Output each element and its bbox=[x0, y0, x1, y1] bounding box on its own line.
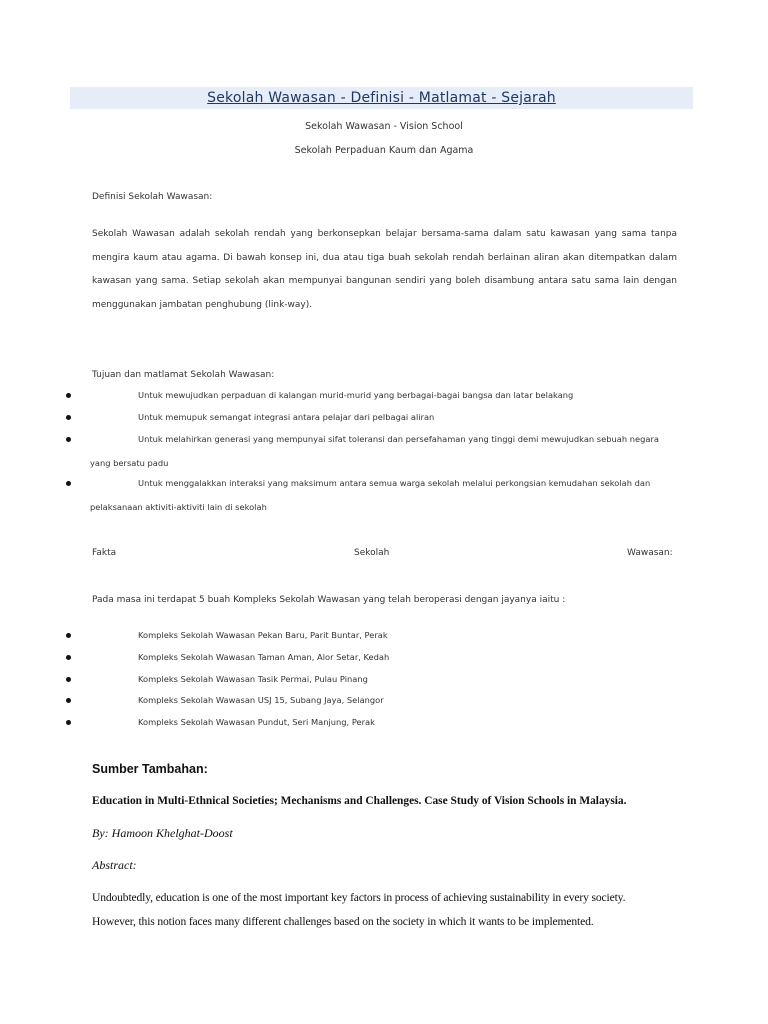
definisi-line: kawasan yang sama. Setiap sekolah akan mempunyai bangunan sendiri yang boleh disambung antara satu sama lain dengan bbox=[92, 276, 677, 286]
bullet-icon bbox=[66, 415, 71, 420]
subtitle-vision-school: Sekolah Wawasan - Vision School bbox=[305, 121, 463, 132]
bullet-icon bbox=[66, 677, 71, 682]
tujuan-item-cont: pelaksanaan aktiviti-aktiviti lain di sekolah bbox=[90, 502, 267, 512]
kompleks-item: Kompleks Sekolah Wawasan Tasik Permai, Pulau Pinang bbox=[138, 674, 368, 684]
paper-title: Education in Multi-Ethnical Societies; Mechanisms and Challenges. Case Study of Vision Schools in Malaysia. bbox=[92, 795, 627, 807]
abstract-line: However, this notion faces many different challenges based on the society in which it wants to be implemented. bbox=[92, 915, 594, 928]
bullet-icon bbox=[66, 393, 71, 398]
bullet-icon bbox=[66, 655, 71, 660]
tujuan-item-cont: yang bersatu padu bbox=[90, 458, 169, 468]
kompleks-item: Kompleks Sekolah Wawasan USJ 15, Subang Jaya, Selangor bbox=[138, 695, 384, 705]
kompleks-item: Kompleks Sekolah Wawasan Taman Aman, Alor Setar, Kedah bbox=[138, 652, 390, 662]
bullet-icon bbox=[66, 437, 71, 442]
bullet-icon bbox=[66, 698, 71, 703]
abstract-label: Abstract: bbox=[92, 858, 137, 872]
bullet-icon bbox=[66, 481, 71, 486]
definisi-line: Sekolah Wawasan adalah sekolah rendah yang berkonsepkan belajar bersama-sama dalam satu kawasan yang sama tanpa bbox=[92, 229, 677, 239]
tujuan-item: Untuk memupuk semangat integrasi antara pelajar dari pelbagai aliran bbox=[138, 412, 435, 422]
page-title-link[interactable]: Sekolah Wawasan - Definisi - Matlamat - Sejarah bbox=[207, 90, 556, 106]
tujuan-item: Untuk menggalakkan interaksi yang maksimum antara semua warga sekolah melalui perkongsian kemudahan sekolah dan bbox=[138, 478, 651, 488]
definisi-line: mengira kaum atau agama. Di bawah konsep ini, dua atau tiga buah sekolah rendah berlainan aliran akan ditempatkan dalam bbox=[92, 252, 677, 263]
sumber-heading: Sumber Tambahan: bbox=[92, 762, 208, 776]
tujuan-heading: Tujuan dan matlamat Sekolah Wawasan: bbox=[92, 370, 275, 380]
definisi-line: menggunakan jambatan penghubung (link-way). bbox=[92, 299, 313, 310]
abstract-line: Undoubtedly, education is one of the most important key factors in process of achieving sustainability in every society. bbox=[92, 891, 626, 904]
kompleks-item: Kompleks Sekolah Wawasan Pekan Baru, Parit Buntar, Perak bbox=[138, 630, 388, 640]
author: By: Hamoon Khelghat-Doost bbox=[92, 826, 233, 840]
tujuan-item: Untuk melahirkan generasi yang mempunyai sifat toleransi dan persefahaman yang tinggi demi mewujudkan sebuah negara bbox=[138, 434, 659, 444]
definisi-paragraph bbox=[92, 223, 677, 317]
title-bar bbox=[70, 87, 693, 109]
tujuan-item: Untuk mewujudkan perpaduan di kalangan murid-murid yang berbagai-bagai bangsa dan latar belakang bbox=[138, 390, 574, 400]
kompleks-item: Kompleks Sekolah Wawasan Pundut, Seri Manjung, Perak bbox=[138, 717, 375, 727]
fakta-word: Wawasan: bbox=[627, 548, 673, 558]
subtitle-perpaduan: Sekolah Perpaduan Kaum dan Agama bbox=[294, 145, 474, 156]
fakta-intro: Pada masa ini terdapat 5 buah Kompleks Sekolah Wawasan yang telah beroperasi dengan jayanya iaitu : bbox=[92, 595, 566, 605]
bullet-icon bbox=[66, 633, 71, 638]
bullet-icon bbox=[66, 720, 71, 725]
fakta-word: Fakta bbox=[92, 548, 117, 558]
definisi-heading: Definisi Sekolah Wawasan: bbox=[92, 192, 213, 202]
fakta-word: Sekolah bbox=[354, 548, 390, 558]
